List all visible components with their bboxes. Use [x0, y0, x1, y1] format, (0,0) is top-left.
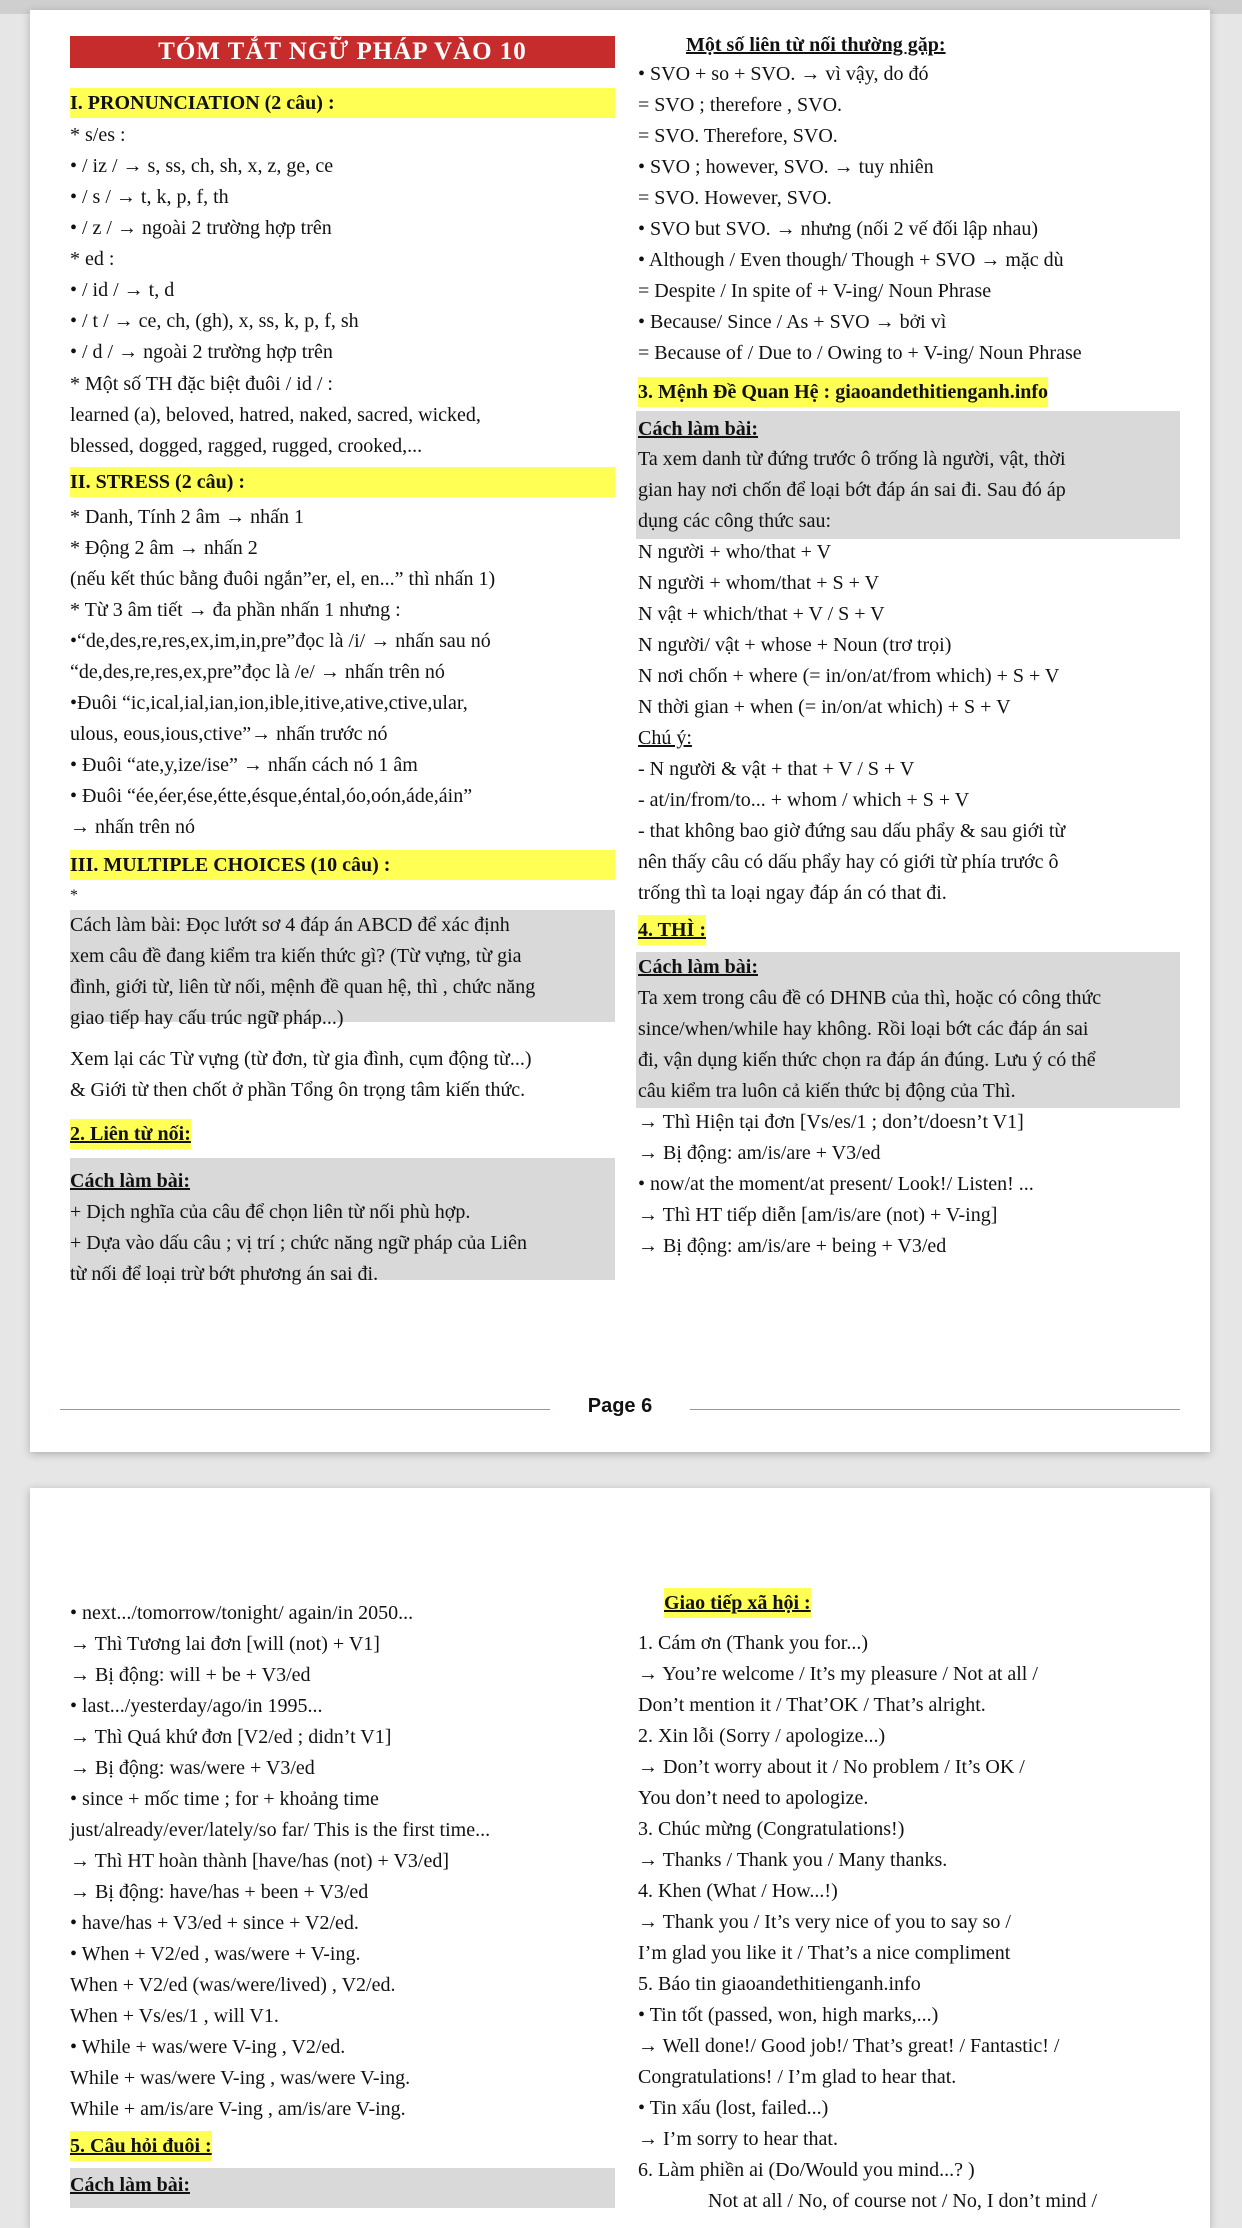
text-line: 5. Báo tin giaoandethitienganh.info: [638, 1973, 921, 1995]
text-line: • Because/ Since / As + SVO → bởi vì: [638, 311, 947, 333]
text-line: learned (a), beloved, hatred, naked, sacred, wicked,: [70, 404, 481, 426]
text-line: đi, vận dụng kiến thức chọn ra đáp án đúng. Lưu ý có thể: [638, 1049, 1096, 1071]
text-line: * Một số TH đặc biệt đuôi / id / :: [70, 373, 333, 395]
method-label: Cách làm bài:: [638, 418, 758, 440]
text-line: • last.../yesterday/ago/in 1995...: [70, 1695, 323, 1717]
page-footer: [30, 1389, 1210, 1429]
text-line: → Thì HT tiếp diễn [am/is/are (not) + V-ing]: [638, 1204, 998, 1226]
text-line: Xem lại các Từ vựng (từ đơn, từ gia đình, cụm động từ...): [70, 1048, 532, 1070]
text-line: → Thank you / It’s very nice of you to say so /: [638, 1911, 1011, 1933]
page-number: Page 6: [587, 1395, 653, 1417]
text-line: • / id / → t, d: [70, 279, 175, 301]
text-line: just/already/ever/lately/so far/ This is the first time...: [70, 1819, 491, 1841]
document-page-6: [30, 10, 1210, 1452]
text-line: “de,des,re,res,ex,pre”đọc là /e/ → nhấn trên nó: [70, 661, 445, 683]
text-line: → Don’t worry about it / No problem / It’s OK /: [638, 1756, 1025, 1778]
text-line: You don’t need to apologize.: [638, 1787, 869, 1809]
asterisk-mark: *: [70, 887, 78, 904]
text-line: → Bị động: am/is/are + V3/ed: [638, 1142, 881, 1164]
note-label: Chú ý:: [638, 727, 692, 749]
text-line: * ed :: [70, 248, 115, 270]
text-line: dụng các công thức sau:: [638, 510, 831, 532]
text-line: → Bị động: am/is/are + being + V3/ed: [638, 1235, 947, 1257]
text-line: → I’m sorry to hear that.: [638, 2128, 838, 2150]
text-line: = SVO ; therefore , SVO.: [638, 94, 843, 116]
text-line: 3. Chúc mừng (Congratulations!): [638, 1818, 905, 1840]
text-line: • now/at the moment/at present/ Look!/ Listen! ...: [638, 1173, 1034, 1195]
text-line: • next.../tomorrow/tonight/ again/in 2050...: [70, 1602, 414, 1624]
text-line: giao tiếp hay cấu trúc ngữ pháp...): [70, 1007, 344, 1029]
text-line: + Dựa vào dấu câu ; vị trí ; chức năng ngữ pháp của Liên: [70, 1232, 527, 1254]
text-line: • / d / → ngoài 2 trường hợp trên: [70, 341, 333, 363]
text-line: nên thấy câu có dấu phẩy hay có giới từ phía trước ô: [638, 851, 1059, 873]
relative-clause-heading: 3. Mệnh Đề Quan Hệ : giaoandethitienganh.info: [638, 377, 1048, 407]
text-line: → nhấn trên nó: [70, 816, 195, 838]
text-line: - that không bao giờ đứng sau dấu phẩy & sau giới từ: [638, 820, 1066, 842]
tag-question-heading: 5. Câu hỏi đuôi :: [70, 2131, 212, 2161]
text-line: • / s / → t, k, p, f, th: [70, 186, 229, 208]
method-label: Cách làm bài:: [70, 1170, 190, 1192]
text-line: • since + mốc time ; for + khoảng time: [70, 1788, 379, 1810]
text-line: - at/in/from/to... + whom / which + S + V: [638, 789, 970, 811]
text-line: • SVO but SVO. → nhưng (nối 2 vế đối lập nhau): [638, 218, 1039, 240]
text-line: + Dịch nghĩa của câu để chọn liên từ nối phù hợp.: [70, 1201, 471, 1223]
text-line: N người + whom/that + S + V: [638, 572, 880, 594]
tense-heading: 4. THÌ :: [638, 915, 706, 945]
text-line: since/when/while hay không. Rồi loại bớt các đáp án sai: [638, 1018, 1089, 1040]
text-line: = SVO. Therefore, SVO.: [638, 125, 838, 147]
text-line: (nếu kết thúc bằng đuôi ngắn”er, el, en...” thì nhấn 1): [70, 568, 496, 590]
section-multiple-choice-heading: III. MULTIPLE CHOICES (10 câu) :: [70, 850, 615, 880]
text-line: → Thì Quá khứ đơn [V2/ed ; didn’t V1]: [70, 1726, 392, 1748]
text-line: • When + V2/ed , was/were + V-ing.: [70, 1943, 361, 1965]
text-line: đình, giới từ, liên từ nối, mệnh đề quan hệ, thì , chức năng: [70, 976, 536, 998]
text-line: → You’re welcome / It’s my pleasure / Not at all /: [638, 1663, 1038, 1685]
text-line: = SVO. However, SVO.: [638, 187, 832, 209]
method-label: Cách làm bài:: [638, 956, 758, 978]
text-line: → Thì HT hoàn thành [have/has (not) + V3/ed]: [70, 1850, 449, 1872]
text-line: • SVO ; however, SVO. → tuy nhiên: [638, 156, 934, 178]
text-line: N người + who/that + V: [638, 541, 832, 563]
text-line: → Bị động: was/were + V3/ed: [70, 1757, 315, 1779]
text-line: •Đuôi “ic,ical,ial,ian,ion,ible,itive,ative,ctive,ular,: [70, 692, 468, 714]
text-line: → Thanks / Thank you / Many thanks.: [638, 1849, 948, 1871]
text-line: xem câu đề đang kiểm tra kiến thức gì? (Từ vựng, từ gia: [70, 945, 522, 967]
text-line: • Although / Even though/ Though + SVO → mặc dù: [638, 249, 1064, 271]
method-label: Cách làm bài:: [70, 2174, 190, 2196]
text-line: • Đuôi “ée,éer,ése,étte,ésque,éntal,óo,oón,áde,áin”: [70, 785, 473, 807]
text-line: * Từ 3 âm tiết → đa phần nhấn 1 nhưng :: [70, 599, 401, 621]
text-line: While + was/were V-ing , was/were V-ing.: [70, 2067, 411, 2089]
text-line: • Tin tốt (passed, won, high marks,...): [638, 2004, 939, 2026]
text-line: • Tin xấu (lost, failed...): [638, 2097, 829, 2119]
text-line: * Danh, Tính 2 âm → nhấn 1: [70, 506, 305, 528]
text-line: • / z / → ngoài 2 trường hợp trên: [70, 217, 332, 239]
section-pronunciation-heading: I. PRONUNCIATION (2 câu) :: [70, 88, 615, 118]
text-line: 6. Làm phiền ai (Do/Would you mind...? ): [638, 2159, 975, 2181]
footer-rule-left: [60, 1409, 550, 1410]
text-line: trống thì ta loại ngay đáp án có that đi.: [638, 882, 947, 904]
text-line: • / iz / → s, ss, ch, sh, x, z, ge, ce: [70, 155, 334, 177]
document-page-7: [30, 1488, 1210, 2228]
text-line: gian hay nơi chốn để loại bớt đáp án sai đi. Sau đó áp: [638, 479, 1066, 501]
text-line: • have/has + V3/ed + since + V2/ed.: [70, 1912, 359, 1934]
text-line: Congratulations! / I’m glad to hear that.: [638, 2066, 957, 2088]
text-line: 1. Cám ơn (Thank you for...): [638, 1632, 868, 1654]
document-title: TÓM TẮT NGỮ PHÁP VÀO 10: [70, 36, 615, 68]
text-line: blessed, dogged, ragged, rugged, crooked,...: [70, 435, 423, 457]
text-line: * Động 2 âm → nhấn 2: [70, 537, 258, 559]
text-line: - N người & vật + that + V / S + V: [638, 758, 915, 780]
footer-rule-right: [690, 1409, 1180, 1410]
conjunctions-heading: Một số liên từ nối thường gặp:: [686, 34, 946, 56]
text-line: Ta xem danh từ đứng trước ô trống là người, vật, thời: [638, 448, 1066, 470]
section-stress-heading: II. STRESS (2 câu) :: [70, 467, 615, 497]
text-line: I’m glad you like it / That’s a nice compliment: [638, 1942, 1011, 1964]
text-line: & Giới từ then chốt ở phần Tổng ôn trọng tâm kiến thức.: [70, 1079, 526, 1101]
text-line: → Bị động: have/has + been + V3/ed: [70, 1881, 369, 1903]
text-line: • While + was/were V-ing , V2/ed.: [70, 2036, 346, 2058]
text-line: N người/ vật + whose + Noun (trơ trọi): [638, 634, 952, 656]
text-line: • SVO + so + SVO. → vì vậy, do đó: [638, 63, 929, 85]
text-line: Not at all / No, of course not / No, I don’t mind /: [708, 2190, 1098, 2212]
text-line: 4. Khen (What / How...!): [638, 1880, 838, 1902]
text-line: = Despite / In spite of + V-ing/ Noun Phrase: [638, 280, 992, 302]
text-line: N vật + which/that + V / S + V: [638, 603, 885, 625]
text-line: → Bị động: will + be + V3/ed: [70, 1664, 311, 1686]
text-line: While + am/is/are V-ing , am/is/are V-ing.: [70, 2098, 406, 2120]
text-line: • Đuôi “ate,y,ize/ise” → nhấn cách nó 1 âm: [70, 754, 418, 776]
text-line: câu kiểm tra luôn cả kiến thức bị động của Thì.: [638, 1080, 1016, 1102]
text-line: Ta xem trong câu đề có DHNB của thì, hoặc có công thức: [638, 987, 1102, 1009]
text-line: When + V2/ed (was/were/lived) , V2/ed.: [70, 1974, 396, 1996]
text-line: → Well done!/ Good job!/ That’s great! / Fantastic! /: [638, 2035, 1060, 2057]
text-line: → Thì Tương lai đơn [will (not) + V1]: [70, 1633, 380, 1655]
text-line: Don’t mention it / That’OK / That’s alright.: [638, 1694, 986, 1716]
text-line: •“de,des,re,res,ex,im,in,pre”đọc là /i/ → nhấn sau nó: [70, 630, 491, 652]
text-line: • / t / → ce, ch, (gh), x, ss, k, p, f, sh: [70, 310, 359, 332]
text-line: từ nối để loại trừ bớt phương án sai đi.: [70, 1263, 379, 1285]
text-line: N nơi chốn + where (= in/on/at/from which) + S + V: [638, 665, 1060, 687]
social-communication-heading: Giao tiếp xã hội :: [664, 1588, 811, 1618]
text-line: When + Vs/es/1 , will V1.: [70, 2005, 279, 2027]
text-line: = Because of / Due to / Owing to + V-ing/ Noun Phrase: [638, 342, 1082, 364]
text-line: ulous, eous,ious,ctive”→ nhấn trước nó: [70, 723, 388, 745]
text-line: → Thì Hiện tại đơn [Vs/es/1 ; don’t/doesn’t V1]: [638, 1111, 1024, 1133]
conjunction-heading: 2. Liên từ nối:: [70, 1119, 191, 1149]
text-line: N thời gian + when (= in/on/at which) + S + V: [638, 696, 1011, 718]
text-line: * s/es :: [70, 124, 126, 146]
text-line: 2. Xin lỗi (Sorry / apologize...): [638, 1725, 886, 1747]
text-line: Cách làm bài: Đọc lướt sơ 4 đáp án ABCD để xác định: [70, 914, 510, 936]
